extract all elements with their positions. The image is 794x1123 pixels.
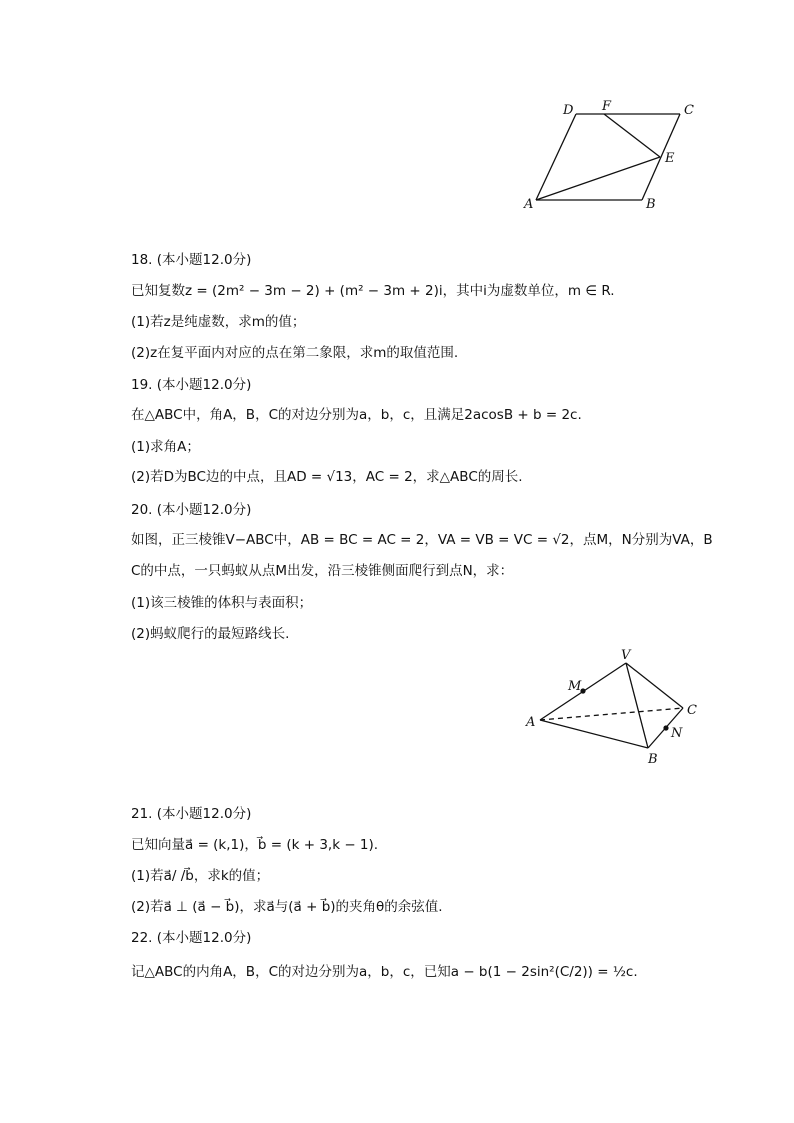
- q21-heading: 21. (本小题12.0分): [131, 806, 252, 822]
- q19-stem: 在△ABC中，角A，B，C的对边分别为a，b，c，且满足2acosB + b = 2c.: [131, 407, 582, 423]
- q20-stem-line2: C的中点，一只蚂蚁从点M出发，沿三棱锥侧面爬行到点N，求：: [131, 563, 514, 579]
- label-A: A: [524, 197, 534, 212]
- pyramid-figure: [520, 645, 710, 770]
- label-F: F: [602, 99, 612, 114]
- q21-part2: (2)若a⃗ ⊥ (a⃗ − b⃗)，求a⃗与(a⃗ + b⃗)的夹角θ的余弦值.: [131, 899, 443, 915]
- label-B: B: [648, 752, 658, 767]
- q19-part2: (2)若D为BC边的中点，且AD = √13，AC = 2，求△ABC的周长.: [131, 469, 523, 485]
- label-B: B: [646, 197, 656, 212]
- label-M: M: [568, 679, 582, 694]
- label-A: A: [526, 715, 536, 730]
- q20-part2: (2)蚂蚁爬行的最短路线长.: [131, 626, 290, 642]
- label-C: C: [687, 703, 697, 718]
- q21-stem: 已知向量a⃗ = (k,1)，b⃗ = (k + 3,k − 1).: [131, 837, 379, 853]
- q20-heading: 20. (本小题12.0分): [131, 502, 252, 518]
- q22-heading: 22. (本小题12.0分): [131, 930, 252, 946]
- q21-part1: (1)若a⃗/ /b⃗，求k的值；: [131, 868, 270, 884]
- q18-part1: (1)若z是纯虚数，求m的值；: [131, 314, 306, 330]
- label-N: N: [671, 726, 683, 741]
- q20-stem-line1: 如图，正三棱锥V−ABC中，AB = BC = AC = 2，VA = VB = VC = √2，点M，N分别为VA，B: [131, 532, 713, 548]
- q18-heading: 18. (本小题12.0分): [131, 252, 252, 268]
- q20-part1: (1)该三棱锥的体积与表面积；: [131, 595, 313, 611]
- label-C: C: [684, 103, 694, 118]
- label-V: V: [621, 648, 631, 663]
- q19-heading: 19. (本小题12.0分): [131, 377, 252, 393]
- label-E: E: [665, 151, 675, 166]
- parallelogram-figure: [520, 96, 700, 216]
- point-N: [663, 725, 668, 730]
- q18-stem: 已知复数z = (2m² − 3m − 2) + (m² − 3m + 2)i，其中i为虚数单位，m ∈ R.: [131, 283, 615, 299]
- q22-stem: 记△ABC的内角A，B，C的对边分别为a，b，c，已知a − b(1 − 2sin²(C/2)) = ½c.: [131, 964, 638, 980]
- label-D: D: [563, 103, 574, 118]
- q18-part2: (2)z在复平面内对应的点在第二象限，求m的取值范围.: [131, 345, 459, 361]
- q19-part1: (1)求角A；: [131, 439, 200, 455]
